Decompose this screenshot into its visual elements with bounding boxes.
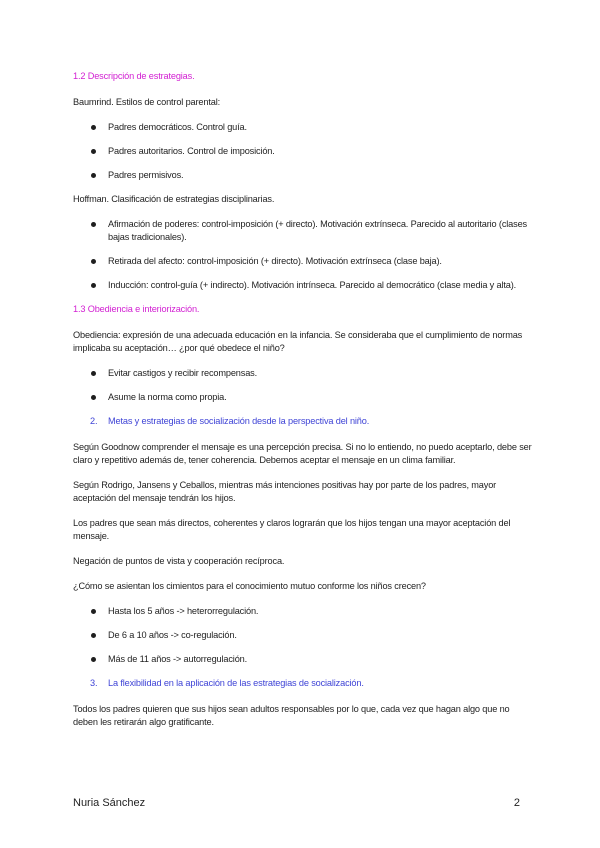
footer-author: Nuria Sánchez [73, 797, 146, 809]
padres-paragraph: Los padres que sean más directos, coherentes y claros lograrán que los hijos tengan una mayor aceptación del mensaje. [73, 518, 511, 541]
list-item: Padres democráticos. Control guía. [73, 121, 533, 134]
footer-page-number: 2 [513, 797, 520, 809]
list-item: Inducción: control-guía (+ indirecto). Motivación intrínseca. Parecido al democrático (clase media y alta). [73, 279, 533, 292]
list-item: Padres permisivos. [73, 169, 533, 182]
list-item: Más de 11 años -> autorregulación. [73, 653, 533, 666]
section-heading-1-3: 1.3 Obediencia e interiorización. [73, 304, 200, 314]
list-item: Asume la norma como propia. [73, 391, 533, 404]
list-item: Hasta los 5 años -> heterorregulación. [73, 605, 533, 618]
baumrind-intro: Baumrind. Estilos de control parental: [73, 97, 220, 107]
subsection-title: La flexibilidad en la aplicación de las estrategias de socialización. [108, 678, 364, 688]
final-paragraph: Todos los padres quieren que sus hijos sean adultos responsables por lo que, cada vez que hagan algo que no deben les retirarán algo gratificante. [73, 704, 510, 727]
negacion-paragraph: Negación de puntos de vista y cooperación recíproca. [73, 556, 285, 566]
section-heading-1-2: 1.2 Descripción de estrategias. [73, 71, 195, 81]
baumrind-list [73, 121, 533, 182]
rodrigo-paragraph: Según Rodrigo, Jansens y Ceballos, mientras más intenciones positivas hay por parte de los padres, mayor aceptación del mensaje tendrán los hijos. [73, 480, 497, 503]
cimientos-question: ¿Cómo se asientan los cimientos para el conocimiento mutuo conforme los niños crecen? [73, 581, 426, 591]
cimientos-list [73, 605, 533, 666]
list-item: Padres autoritarios. Control de imposición. [73, 145, 533, 158]
list-item: Afirmación de poderes: control-imposición (+ directo). Motivación extrínseca. Parecido al autoritario (clases bajas tradicionales). [73, 218, 533, 244]
subsection-number: 2. [90, 416, 98, 426]
page-content [73, 70, 533, 741]
list-item: Evitar castigos y recibir recompensas. [73, 367, 533, 380]
subsection-2-heading [73, 415, 533, 428]
list-item: De 6 a 10 años -> co-regulación. [73, 629, 533, 642]
hoffman-list [73, 218, 533, 292]
hoffman-intro: Hoffman. Clasificación de estrategias disciplinarias. [73, 194, 275, 204]
list-item: Retirada del afecto: control-imposición (+ directo). Motivación extrínseca (clase baja). [73, 255, 533, 268]
subsection-3-heading [73, 677, 533, 690]
goodnow-paragraph: Según Goodnow comprender el mensaje es una percepción precisa. Si no lo entiendo, no puedo aceptarlo, debe ser claro y repetitivo además de, tener coherencia. Debemos aceptar el mensaje en un clima familiar. [73, 442, 532, 465]
obediencia-paragraph: Obediencia: expresión de una adecuada educación en la infancia. Se consideraba que el cumplimiento de normas implicaba su aceptación… ¿por qué obedece el niño? [73, 330, 523, 353]
subsection-number: 3. [90, 678, 98, 688]
subsection-title: Metas y estrategias de socialización desde la perspectiva del niño. [108, 416, 370, 426]
obediencia-list [73, 367, 533, 404]
